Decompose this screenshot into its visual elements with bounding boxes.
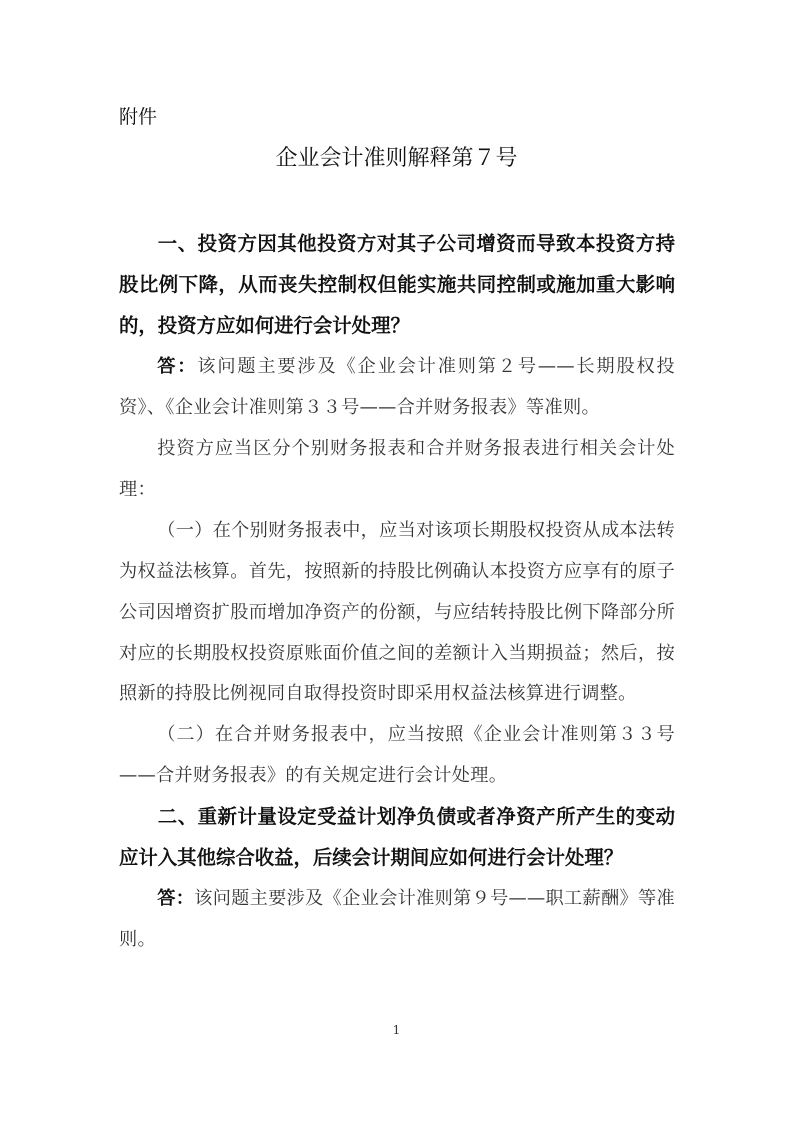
attachment-label: 附件 (119, 106, 158, 128)
section-2-heading: 二、重新计量设定受益计划净负债或者净资产所产生的变动应计入其他综合收益，后续会计期间应如何进行会计处理？ (119, 805, 675, 870)
section-1-paragraph: （一）在个别财务报表中，应当对该项长期股权投资从成本法转为权益法核算。首先，按照新的持股比例确认本投资方应享有的原子公司因增资扩股而增加净资产的份额，与应结转持股比例下降部分所对应的长期股权投资原账面价值之间的差额计入当期损益；然后，按照新的持股比例视同自取得投资时即采用权益法核算进行调整。 (119, 519, 675, 705)
answer-label: 答： (157, 355, 198, 377)
section-1-heading: 一、投资方因其他投资方对其子公司增资而导致本投资方持股比例下降，从而丧失控制权但能实施共同控制或施加重大影响的，投资方应如何进行会计处理？ (119, 232, 675, 337)
page-number: 1 (392, 1023, 401, 1037)
document-title: 企业会计准则解释第７号 (275, 146, 518, 171)
section-1-paragraph: 投资方应当区分个别财务报表和合并财务报表进行相关会计处理： (119, 437, 675, 500)
answer-text: 该问题主要涉及《企业会计准则第９号——职工薪酬》等准则。 (119, 888, 675, 951)
section-1-answer (119, 347, 675, 429)
section-1-paragraph: （二）在合并财务报表中，应当按照《企业会计准则第３３号——合并财务报表》的有关规定进行会计处理。 (119, 724, 675, 787)
document-body (119, 224, 675, 961)
answer-text: 该问题主要涉及《企业会计准则第２号——长期股权投资》、《企业会计准则第３３号——合并财务报表》等准则。 (119, 355, 675, 418)
answer-label: 答： (157, 888, 195, 910)
section-2-answer (119, 879, 675, 961)
